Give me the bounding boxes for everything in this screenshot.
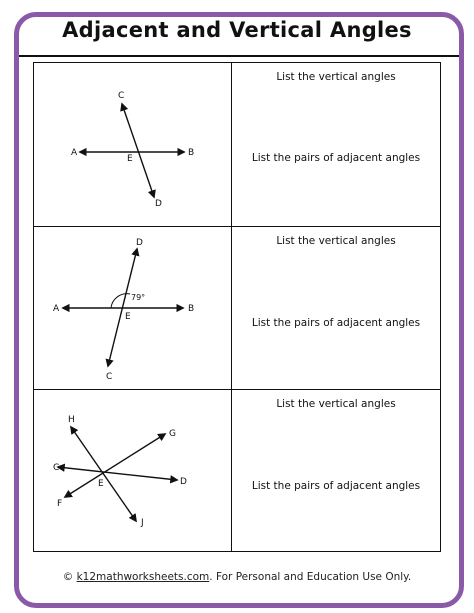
line-fg <box>65 434 165 497</box>
diagram-1 <box>34 63 232 226</box>
footer-site-link[interactable]: k12mathworksheets.com <box>76 571 210 583</box>
question-adjacent-1: List the pairs of adjacent angles <box>251 152 421 164</box>
label-h: H <box>68 415 75 425</box>
diagram-cell-2 <box>34 227 232 389</box>
label-c: C <box>106 372 113 382</box>
label-a: A <box>53 304 60 314</box>
line-cd <box>58 467 177 480</box>
diagram-2 <box>34 227 232 390</box>
label-d: D <box>155 199 162 209</box>
footer <box>0 571 474 583</box>
label-a: A <box>71 148 78 158</box>
question-adjacent-3: List the pairs of adjacent angles <box>251 480 421 492</box>
question-vertical-1: List the vertical angles <box>276 71 396 83</box>
label-e: E <box>125 312 131 322</box>
label-c: C <box>53 463 60 473</box>
problem-grid <box>33 62 441 552</box>
label-b: B <box>188 304 195 314</box>
angle-measure: 79° <box>131 293 146 302</box>
question-cell-1 <box>232 63 440 226</box>
footer-prefix: © <box>62 571 77 583</box>
question-adjacent-2: List the pairs of adjacent angles <box>251 317 421 329</box>
title-divider <box>19 55 459 57</box>
question-vertical-2: List the vertical angles <box>276 235 396 247</box>
question-cell-3 <box>232 390 440 551</box>
label-d: D <box>180 477 187 487</box>
label-j: J <box>141 518 144 528</box>
problem-row-1 <box>34 63 440 226</box>
label-e: E <box>127 154 133 164</box>
question-cell-2 <box>232 227 440 389</box>
problem-row-2 <box>34 226 440 389</box>
footer-suffix: . For Personal and Education Use Only. <box>209 571 412 583</box>
label-c: C <box>118 91 125 101</box>
page-title: Adjacent and Vertical Angles <box>62 18 412 42</box>
diagram-cell-1 <box>34 63 232 226</box>
line-cd <box>122 104 154 197</box>
label-d: D <box>136 238 143 248</box>
diagram-cell-3 <box>34 390 232 551</box>
question-vertical-3: List the vertical angles <box>276 398 396 410</box>
label-b: B <box>188 148 195 158</box>
diagram-3 <box>34 390 232 552</box>
problem-row-3 <box>34 389 440 551</box>
label-g: G <box>169 429 176 439</box>
angle-arc <box>111 294 130 308</box>
label-e: E <box>98 479 104 489</box>
label-f: F <box>57 499 63 509</box>
